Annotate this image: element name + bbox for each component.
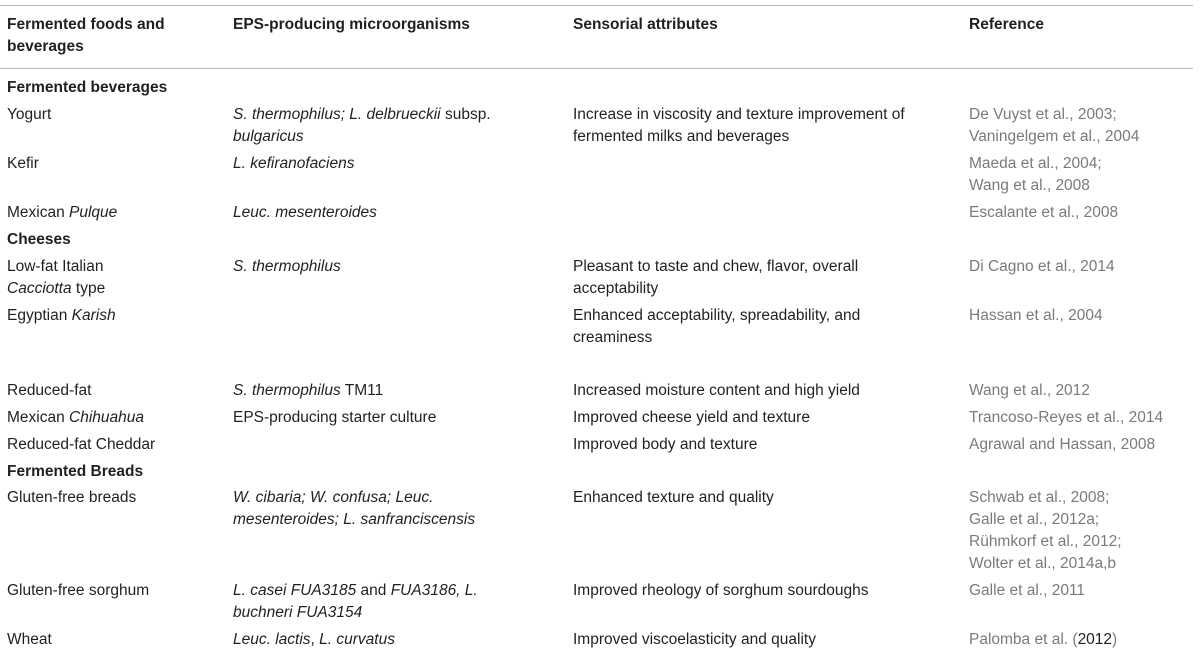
ref-wheat-close: ) — [1112, 631, 1118, 648]
micro-reduced-fat-strain: TM11 — [340, 382, 384, 399]
food-cacciotta-suffix: type — [71, 280, 106, 297]
food-gluten-free-sorghum: Gluten-free sorghum — [7, 582, 150, 599]
ref-kefir — [969, 153, 1194, 197]
ref-link[interactable]: Hassan et al., 2004 — [969, 307, 1103, 324]
ref-link[interactable]: Galle et al., 2012a; — [969, 511, 1100, 528]
micro-yogurt-subsp: subsp. — [440, 106, 491, 123]
micro-wheat-curvatus: L. curvatus — [319, 631, 395, 648]
attr-reduced-fat: Increased moisture content and high yield — [573, 382, 860, 399]
section-heading-beverages: Fermented beverages — [7, 79, 168, 96]
attr-cacciotta: Pleasant to taste and chew, flavor, overall acceptability — [573, 258, 859, 297]
attr-gluten-free-breads: Enhanced texture and quality — [573, 489, 774, 506]
column-header-food: Fermented foods and beverages — [7, 16, 165, 55]
food-wheat: Wheat — [7, 631, 52, 648]
ref-gluten-free-breads — [969, 487, 1194, 575]
food-karish-name: Karish — [71, 307, 116, 324]
attr-cheddar: Improved body and texture — [573, 436, 758, 453]
section-heading-breads: Fermented Breads — [7, 463, 144, 480]
food-chihuahua — [7, 407, 222, 429]
micro-gluten-free-breads: W. cibaria; W. confusa; Leuc. mesenteroides; L. sanfranciscensis — [233, 489, 476, 528]
ref-link[interactable]: Di Cagno et al., 2014 — [969, 258, 1115, 275]
ref-link[interactable]: Maeda et al., 2004; — [969, 155, 1102, 172]
food-cacciotta-name: Cacciotta — [7, 280, 72, 297]
food-kefir: Kefir — [7, 155, 39, 172]
attr-chihuahua: Improved cheese yield and texture — [573, 409, 810, 426]
table-top-rule — [0, 5, 1193, 6]
micro-wheat — [233, 629, 553, 651]
food-pulque — [7, 202, 222, 224]
food-cacciotta-line1: Low-fat Italian — [7, 258, 104, 275]
ref-wheat — [969, 629, 1194, 651]
food-reduced-fat: Reduced-fat — [7, 382, 92, 399]
ref-link[interactable]: Escalante et al., 2008 — [969, 204, 1119, 221]
ref-link[interactable]: Vaningelgem et al., 2004 — [969, 128, 1140, 145]
ref-link[interactable]: Agrawal and Hassan, 2008 — [969, 436, 1156, 453]
micro-wheat-lactis: Leuc. lactis — [233, 631, 311, 648]
micro-cacciotta: S. thermophilus — [233, 258, 341, 275]
ref-link[interactable]: Palomba et al. ( — [969, 631, 1078, 648]
food-chihuahua-name: Chihuahua — [69, 409, 145, 426]
ref-link[interactable]: Wang et al., 2008 — [969, 177, 1090, 194]
food-karish-prefix: Egyptian — [7, 307, 72, 324]
ref-link[interactable]: Rühmkorf et al., 2012; — [969, 533, 1122, 550]
micro-sorghum-strains: FUA3186, L. buchneri FUA3154 — [233, 582, 478, 621]
micro-yogurt-species: S. thermophilus; L. delbrueckii — [233, 106, 441, 123]
column-header-attributes: Sensorial attributes — [573, 16, 718, 33]
micro-pulque: Leuc. mesenteroides — [233, 204, 377, 221]
ref-link[interactable]: De Vuyst et al., 2003; — [969, 106, 1117, 123]
food-pulque-prefix: Mexican — [7, 204, 70, 221]
section-heading-cheeses: Cheeses — [7, 231, 71, 248]
food-pulque-name: Pulque — [69, 204, 118, 221]
micro-gluten-free-sorghum — [233, 580, 523, 624]
food-chihuahua-prefix: Mexican — [7, 409, 70, 426]
column-header-reference: Reference — [969, 16, 1044, 33]
micro-yogurt-bulgaricus: bulgaricus — [233, 128, 304, 145]
food-gluten-free-breads: Gluten-free breads — [7, 489, 137, 506]
food-yogurt: Yogurt — [7, 106, 52, 123]
ref-link[interactable]: Schwab et al., 2008; — [969, 489, 1110, 506]
food-cacciotta — [7, 256, 222, 300]
micro-kefir: L. kefiranofaciens — [233, 155, 355, 172]
ref-yogurt — [969, 104, 1194, 148]
food-cheddar: Reduced-fat Cheddar — [7, 436, 156, 453]
attr-gluten-free-sorghum: Improved rheology of sorghum sourdoughs — [573, 582, 869, 599]
header-bottom-rule — [0, 68, 1193, 69]
ref-wheat-year: 2012 — [1077, 631, 1113, 648]
attr-wheat: Improved viscoelasticity and quality — [573, 631, 816, 648]
ref-link[interactable]: Galle et al., 2011 — [969, 582, 1086, 599]
ref-link[interactable]: Wang et al., 2012 — [969, 382, 1090, 399]
micro-wheat-separator: , — [310, 631, 320, 648]
micro-reduced-fat — [233, 380, 553, 402]
ref-link[interactable]: Wolter et al., 2014a,b — [969, 555, 1117, 572]
column-header-microorganisms: EPS-producing microorganisms — [233, 16, 470, 33]
micro-yogurt — [233, 104, 553, 148]
food-karish — [7, 305, 222, 327]
micro-sorghum-and: and — [356, 582, 391, 599]
attr-karish: Enhanced acceptability, spreadability, and creaminess — [573, 307, 861, 346]
ref-link[interactable]: Trancoso-Reyes et al., 2014 — [969, 409, 1164, 426]
attr-yogurt: Increase in viscosity and texture improvement of fermented milks and beverages — [573, 106, 905, 145]
micro-chihuahua: EPS-producing starter culture — [233, 409, 437, 426]
micro-sorghum-casei: L. casei FUA3185 — [233, 582, 357, 599]
micro-reduced-fat-species: S. thermophilus — [233, 382, 341, 399]
